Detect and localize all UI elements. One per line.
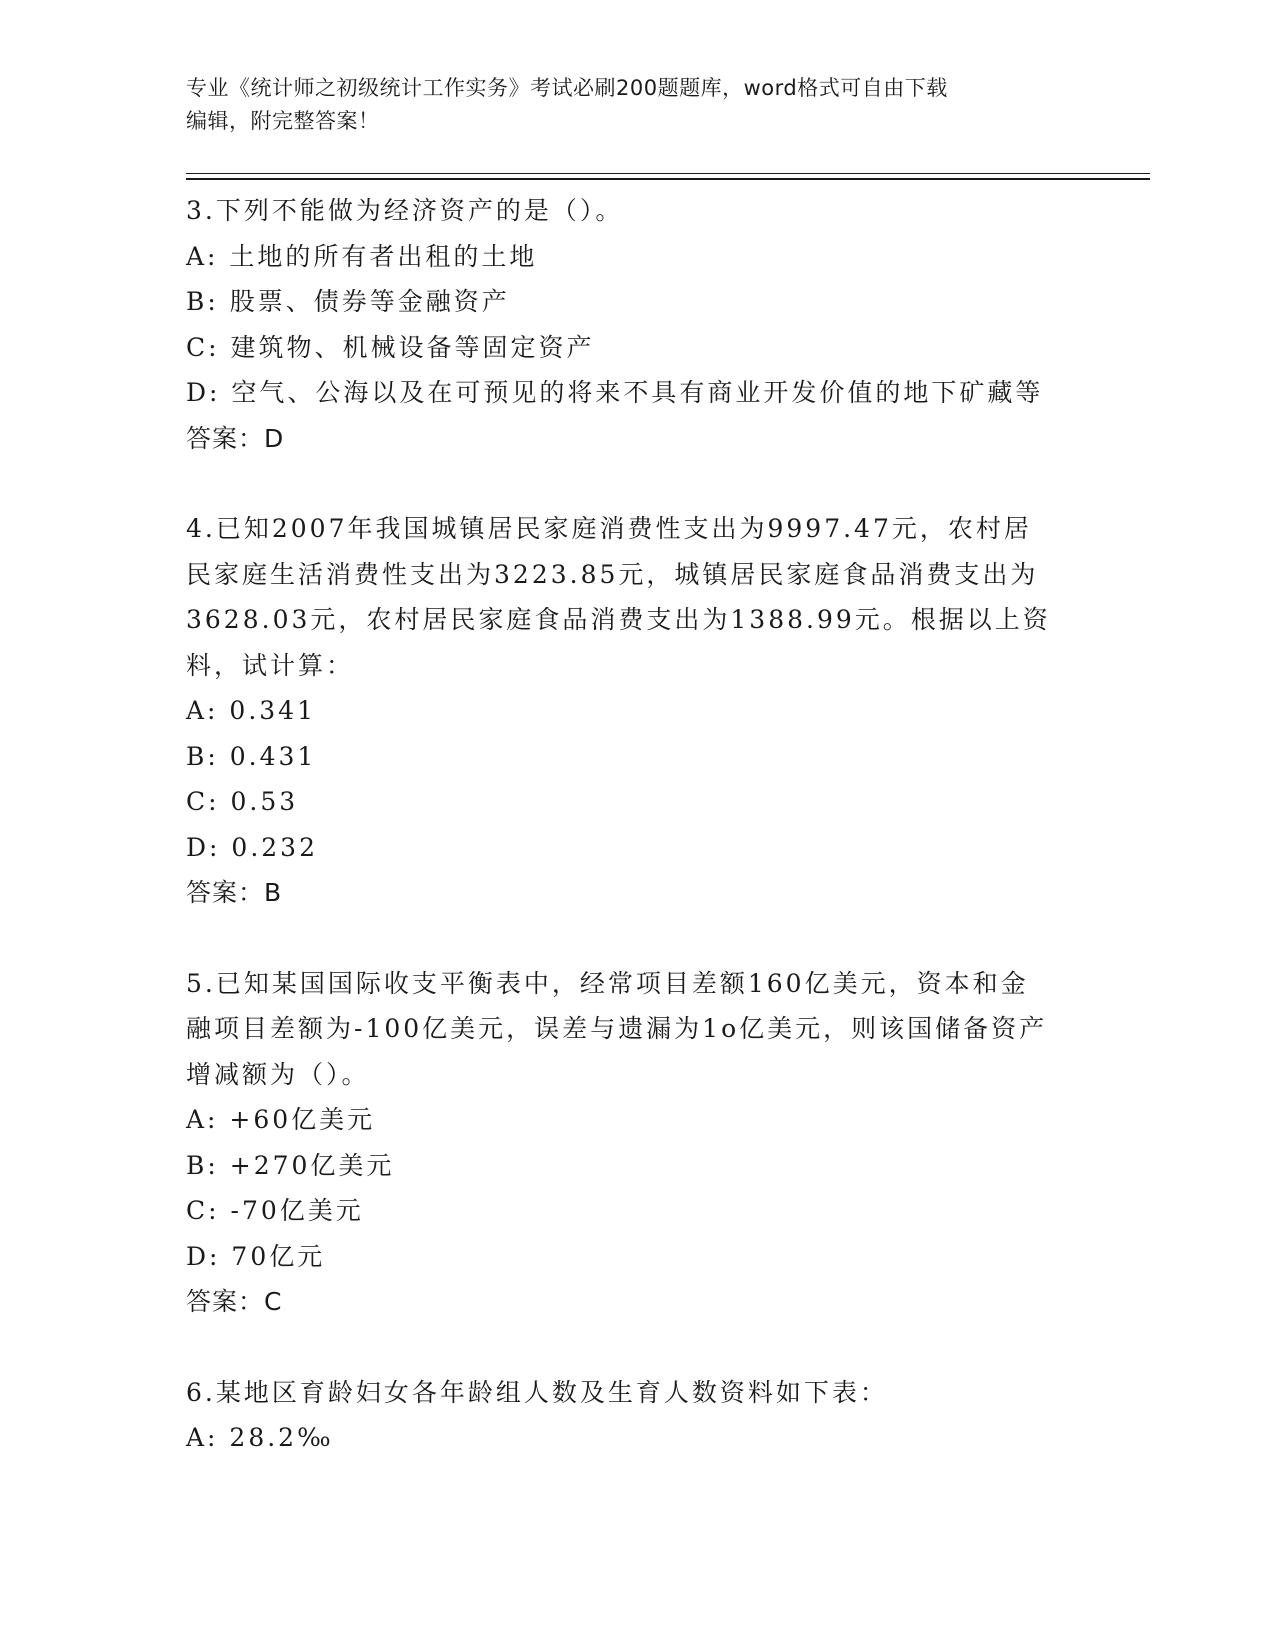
question-stem-line-1: 4.已知2007年我国城镇居民家庭消费性支出为9997.47元，农村居: [186, 514, 1032, 543]
header-divider-thick: [186, 178, 1150, 180]
option-d: D: 0.232: [186, 832, 318, 862]
question-stem-line-1: 5.已知某国国际收支平衡表中，经常项目差额160亿美元，资本和金: [186, 968, 1029, 998]
answer-line: 答案：D: [186, 423, 285, 453]
option-a: A: 28.2‰: [186, 1423, 334, 1452]
answer-line: 答案：C: [186, 1287, 283, 1316]
question-5: [186, 961, 1086, 1325]
question-6: [186, 1370, 1086, 1461]
answer-line: 答案：B: [186, 878, 283, 907]
header-line-1: 专业《统计师之初级统计工作实务》考试必刷200题题库，word格式可自由下载: [186, 76, 948, 100]
option-a: A: +60亿美元: [186, 1105, 376, 1134]
option-a: A: 土地的所有者出租的土地: [186, 241, 538, 271]
question-stem-line-3: 增减额为（）。: [186, 1059, 370, 1089]
question-stem: 6.某地区育龄妇女各年龄组人数及生育人数资料如下表：: [186, 1377, 888, 1407]
option-c: C: 建筑物、机械设备等固定资产: [186, 332, 595, 362]
header-line-2: 编辑，附完整答案！: [186, 109, 380, 133]
question-stem-line-2: 民家庭生活消费性支出为3223.85元，城镇居民家庭食品消费支出为: [186, 559, 1039, 589]
option-b: B: 0.431: [186, 741, 317, 771]
document-header: [186, 72, 1086, 138]
question-stem: 3.下列不能做为经济资产的是（）。: [186, 196, 624, 225]
question-stem-line-2: 融项目差额为-100亿美元，误差与遗漏为1o亿美元，则该国储备资产: [186, 1014, 1048, 1043]
option-c: C: 0.53: [186, 787, 299, 816]
option-a: A: 0.341: [186, 696, 316, 725]
option-c: C: -70亿美元: [186, 1196, 364, 1225]
question-3: [186, 188, 1086, 461]
option-b: B: +270亿美元: [186, 1150, 395, 1180]
option-d: D: 空气、公海以及在可预见的将来不具有商业开发价值的地下矿藏等: [186, 378, 1044, 407]
option-d: D: 70亿元: [186, 1241, 326, 1271]
question-stem-line-3: 3628.03元，农村居民家庭食品消费支出为1388.99元。根据以上资: [186, 605, 1051, 634]
question-list: [186, 188, 1086, 1506]
question-stem-line-4: 料，试计算：: [186, 650, 355, 680]
header-divider-thin: [186, 173, 1150, 174]
option-b: B: 股票、债券等金融资产: [186, 287, 510, 316]
question-4: [186, 506, 1086, 916]
